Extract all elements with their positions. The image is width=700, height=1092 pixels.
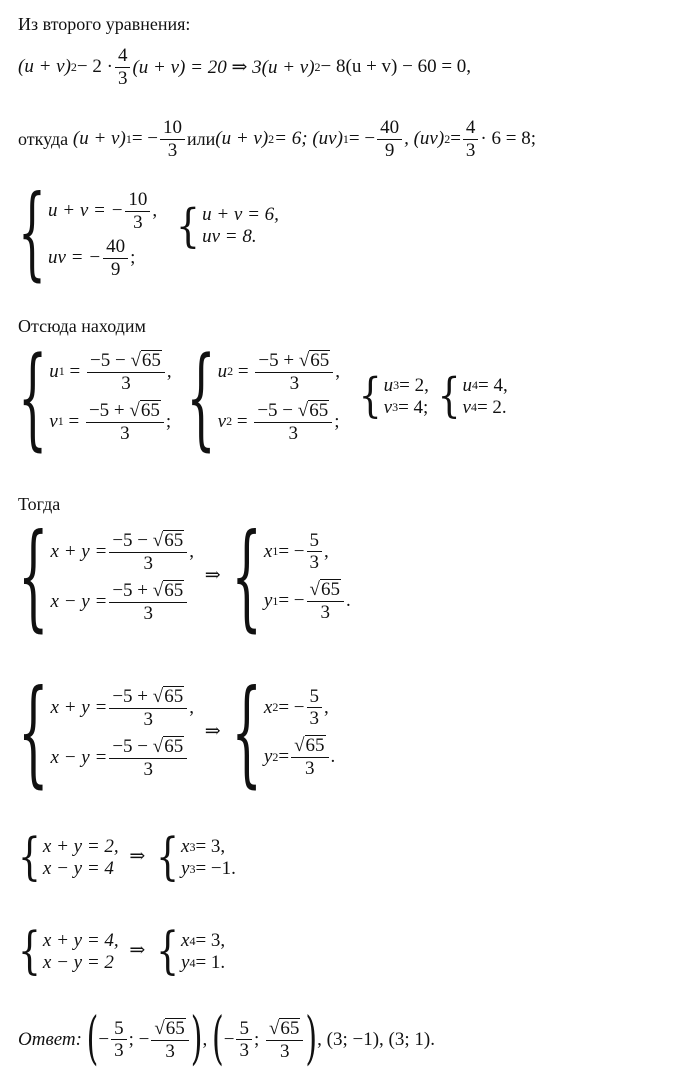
answer-line: Ответ: ( − $\frac{5}{3}$ ; − √ 65 3 ) , ( − $\frac{5}{3}$ ; √ 65 3 ) , (3; −1), (3; 1).	[18, 1006, 435, 1074]
intro-text: Из второго уравнения:	[18, 14, 191, 34]
fraction: $\frac{4}{3}$	[115, 46, 131, 89]
fraction: $\frac{40}{9}$	[377, 118, 402, 161]
fraction: $\frac{4}{3}$	[463, 118, 479, 161]
system-xy-3: { x + y = 2, x − y = 4 ⇒ { x 3 = 3, y 3 = −1.	[18, 828, 236, 886]
equation-1: (u + v) 2 − 2 · $\frac{4}{3}$ (u + v) = 20 ⇒ 3(u + v) 2 − 8(u + v) − 60 = 0,	[18, 45, 472, 89]
fraction: $\frac{10}{3}$	[160, 118, 185, 161]
system-xy-4: { x + y = 4, x − y = 2 ⇒ { x 4 = 3, y 4 = 1.	[18, 922, 226, 980]
system-u-v-solutions: { u 1 = −5 − √ 65 3 , v 1 = −5 + √ 65 3 ; { u 2 = −5 + √ 65 3 , v 2 = −5 − √ 65 3 ; { u 3 = 2, v 3 = 4; { u 4 = 4, v 4 = 2.	[18, 332, 508, 462]
equation-2: откуда (u + v) 1 = − $\frac{10}{3}$ или (u + v) 2 = 6; (uv) 1 = − $\frac{40}{9}$ , (uv) 2 = $\frac{4}{3}$ · 6 = 8;	[18, 117, 536, 161]
system-xy-2: { x + y = −5 + √ 65 3 , x − y = −5 − √ 65 3 ⇒ { x 2 = − $\frac{5}{3}$ , y 2 = √ 65 3 .	[18, 665, 336, 801]
system-xy-1: { x + y = −5 − √ 65 3 , x − y = −5 + √ 65 3 ⇒ { x 1 = − $\frac{5}{3}$ , y 1 = − √ 65 3 .	[18, 509, 351, 645]
togda-text: Тогда	[18, 494, 61, 514]
system-uv: { u + v = − $\frac{10}{3}$ , uv = − $\frac{40}{9}$ ; { u + v = 6, uv = 8.	[18, 175, 279, 293]
answer-label: Ответ:	[18, 1028, 82, 1050]
otsyuda-text: Отсюда находим	[18, 316, 146, 336]
